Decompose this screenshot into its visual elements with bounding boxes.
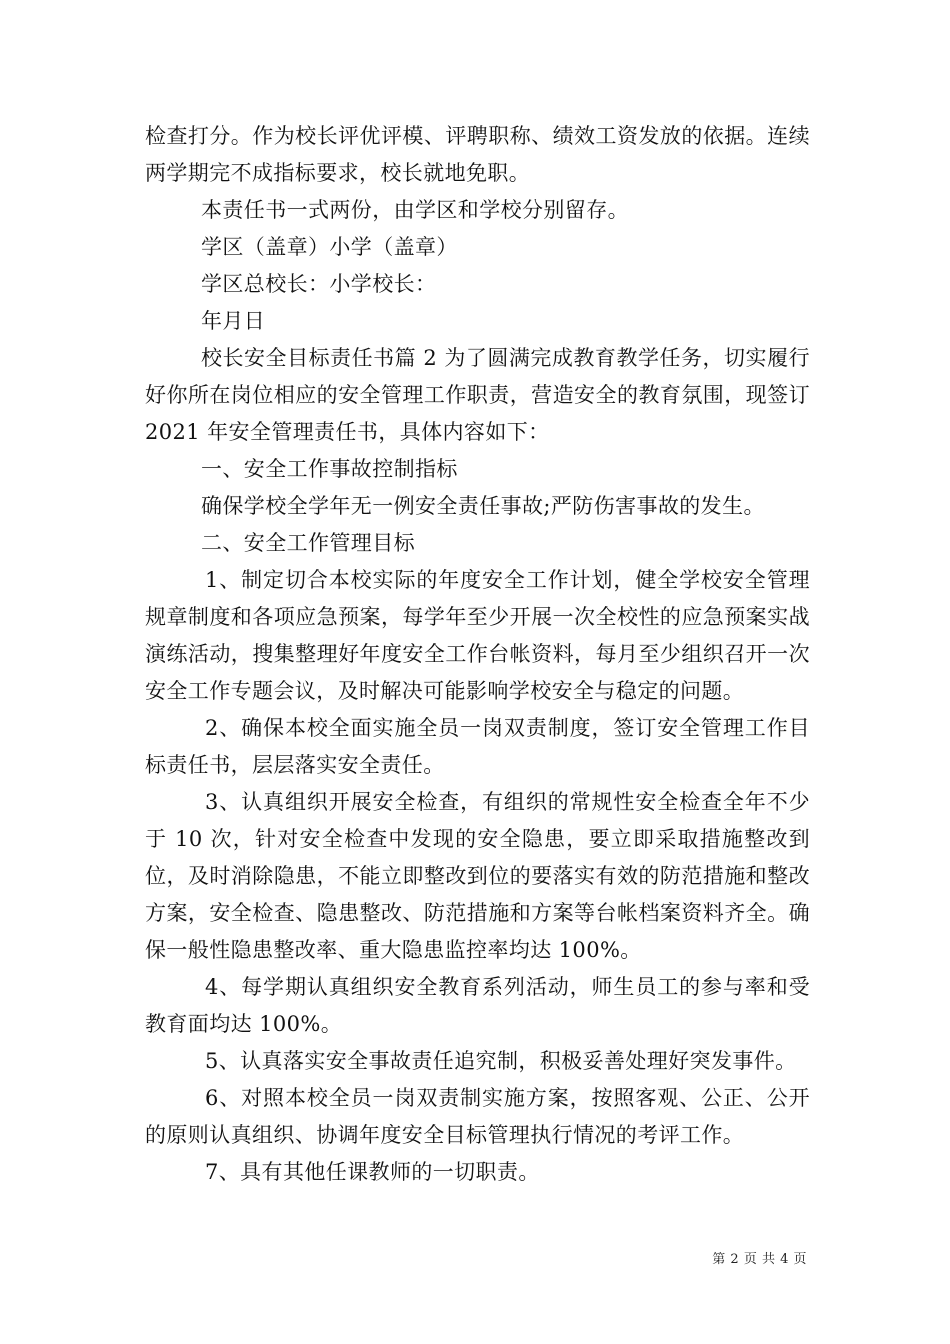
paragraph-continuation: 检查打分。作为校长评优评模、评聘职称、绩效工资发放的依据。连续两学期完不成指标要求，校长就地免职。 bbox=[145, 124, 810, 185]
list-item-7: 7、具有其他任课教师的一切职责。 bbox=[205, 1160, 540, 1184]
list-item-1: 1、制定切合本校实际的年度安全工作计划，健全学校安全管理规章制度和各项应急预案，每学年至少开展一次全校性的应急预案实战演练活动，搜集整理好年度安全工作台帐资料，每月至少组织召开一次安全工作专题会议，及时解决可能影响学校安全与稳定的问题。 bbox=[145, 568, 810, 703]
list-item-6: 6、对照本校全员一岗双责制实施方案，按照客观、公正、公开的原则认真组织、协调年度安全目标管理执行情况的考评工作。 bbox=[145, 1086, 810, 1147]
paragraph-copies: 本责任书一式两份，由学区和学校分别留存。 bbox=[201, 198, 629, 222]
page-number: 第 2 页 共 4 页 bbox=[712, 1252, 807, 1267]
list-item-5: 5、认真落实安全事故责任追究制，积极妥善处理好突发事件。 bbox=[205, 1049, 797, 1073]
list-item-4: 4、每学期认真组织安全教育系列活动，师生员工的参与率和受教育面均达 100%。 bbox=[145, 975, 810, 1036]
paragraph-date: 年月日 bbox=[201, 309, 266, 333]
paragraph-accident-target: 确保学校全学年无一例安全责任事故;严防伤害事故的发生。 bbox=[201, 494, 765, 518]
section-heading-2: 二、安全工作管理目标 bbox=[201, 531, 415, 555]
document-body bbox=[145, 118, 810, 1191]
paragraph-seals: 学区（盖章）小学（盖章） bbox=[201, 235, 458, 259]
paragraph-intro-section-2: 校长安全目标责任书篇 2 为了圆满完成教育教学任务，切实履行好你所在岗位相应的安全管理工作职责，营造安全的教育氛围，现签订 2021 年安全管理责任书，具体内容如下： bbox=[145, 346, 810, 444]
list-item-2: 2、确保本校全面实施全员一岗双责制度，签订安全管理工作目标责任书，层层落实安全责任。 bbox=[145, 716, 810, 777]
paragraph-signatures: 学区总校长：小学校长： bbox=[201, 272, 437, 296]
list-item-3: 3、认真组织开展安全检查，有组织的常规性安全检查全年不少于 10 次，针对安全检查中发现的安全隐患，要立即采取措施整改到位，及时消除隐患，不能立即整改到位的要落实有效的防范措施和整改方案，安全检查、隐患整改、防范措施和方案等台帐档案资料齐全。确保一般性隐患整改率、重大隐患监控率均达 100%。 bbox=[145, 790, 810, 962]
section-heading-1: 一、安全工作事故控制指标 bbox=[201, 457, 458, 481]
